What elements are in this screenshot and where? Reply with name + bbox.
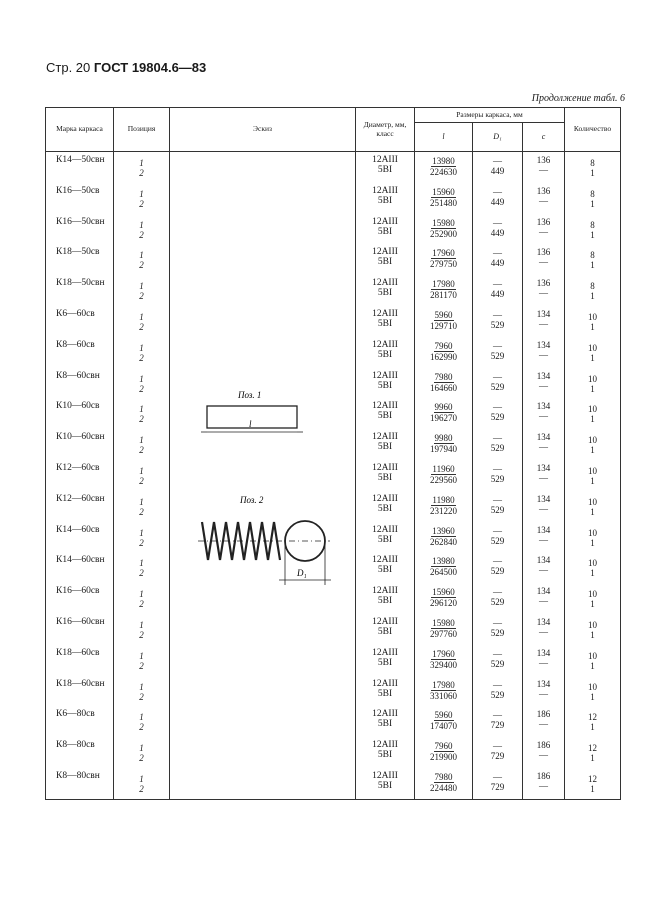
l-value-2: 174070 [430, 721, 457, 732]
col-c: c [523, 123, 565, 152]
d1-value-1: — [493, 248, 502, 259]
d1-value-2: 529 [490, 381, 505, 392]
c-value-2: — [539, 226, 548, 237]
c-value-1: 134 [536, 647, 551, 658]
diameter-1: 12АIII [372, 432, 398, 443]
l-value-2: 252900 [430, 228, 457, 239]
c-value-1: 134 [536, 616, 551, 627]
frame-mark: К16—60свн [56, 616, 105, 627]
quantity-1: 10 [588, 619, 597, 630]
l-value-1: 5960 [434, 710, 453, 721]
quantity-2: 1 [590, 260, 595, 271]
frame-mark: К16—50св [56, 185, 100, 196]
frame-mark: К14—50свн [56, 155, 105, 165]
diameter-2: 5BI [377, 257, 393, 268]
position-2: 2 [139, 321, 144, 332]
c-value-2: — [539, 472, 548, 483]
quantity-1: 12 [588, 743, 597, 754]
position-1: 1 [139, 650, 144, 661]
d1-value-1: — [493, 217, 502, 228]
d1-value-1: — [493, 741, 502, 752]
c-value-2: — [539, 503, 548, 514]
diameter-1: 12АIII [372, 647, 398, 658]
quantity-1: 12 [588, 773, 597, 784]
l-value-1: 13980 [432, 156, 455, 166]
position-2: 2 [139, 260, 144, 271]
diameter-2: 5BI [377, 780, 393, 791]
diameter-1: 12АIII [372, 308, 398, 319]
c-value-2: — [539, 195, 548, 206]
d1-value-1: — [493, 402, 502, 413]
l-value-2: 251480 [430, 197, 457, 208]
quantity-2: 1 [590, 660, 595, 671]
c-value-2: — [539, 442, 548, 453]
c-value-2: — [539, 318, 548, 329]
frame-mark: К6—80св [56, 709, 95, 720]
quantity-1: 10 [588, 589, 597, 600]
c-value-2: — [539, 657, 548, 668]
frame-mark: К12—60свн [56, 493, 105, 504]
frame-mark: К8—60св [56, 339, 95, 350]
position-1: 1 [139, 219, 144, 230]
position-2: 2 [139, 691, 144, 702]
diameter-1: 12АIII [372, 278, 398, 289]
d1-value-2: 529 [490, 627, 505, 638]
c-value-1: 134 [536, 586, 551, 597]
position-2: 2 [139, 414, 144, 425]
position-1: 1 [139, 188, 144, 199]
c-value-2: — [539, 257, 548, 268]
d1-value-2: 449 [490, 166, 505, 176]
frame-mark: К10—60свн [56, 432, 105, 443]
diameter-2: 5BI [377, 750, 393, 761]
diameter-2: 5BI [377, 534, 393, 545]
diameter-2: 5BI [377, 596, 393, 607]
c-value-2: — [539, 534, 548, 545]
frame-mark: К10—60св [56, 401, 100, 412]
diameter-2: 5BI [377, 657, 393, 668]
position-1: 1 [139, 311, 144, 322]
position-1: 1 [139, 589, 144, 600]
c-value-2: — [539, 380, 548, 391]
c-value-2: — [539, 750, 548, 761]
col-position: Позиция [114, 108, 170, 152]
quantity-2: 1 [590, 722, 595, 733]
quantity-2: 1 [590, 168, 595, 178]
l-value-2: 219900 [430, 752, 457, 763]
l-value-2: 262840 [430, 536, 457, 547]
quantity-2: 1 [590, 568, 595, 579]
diameter-1: 12АIII [372, 185, 398, 196]
diameter-1: 12АIII [372, 524, 398, 535]
d1-value-1: — [493, 648, 502, 659]
diameter-2: 5BI [377, 288, 393, 299]
c-value-2: — [539, 719, 548, 730]
c-value-1: 134 [536, 370, 551, 381]
d1-value-1: — [493, 771, 502, 782]
l-value-1: 7960 [434, 741, 453, 752]
d1-value-2: 529 [490, 473, 505, 484]
l-value-1: 17980 [432, 279, 455, 290]
col-l: l [415, 123, 473, 152]
l-value-1: 5960 [434, 309, 453, 320]
frame-mark: К8—80св [56, 740, 95, 751]
diameter-2: 5BI [377, 626, 393, 637]
frame-mark: К18—60св [56, 647, 100, 658]
d1-value-2: 529 [490, 504, 505, 515]
diameter-2: 5BI [377, 442, 393, 453]
diameter-2: 5BI [377, 318, 393, 329]
l-value-2: 329400 [430, 659, 457, 670]
l-value-1: 17960 [432, 248, 455, 259]
c-value-1: 134 [536, 524, 551, 535]
l-value-1: 17960 [432, 648, 455, 659]
quantity-2: 1 [590, 383, 595, 394]
d1-value-1: — [493, 309, 502, 320]
c-value-1: 136 [536, 185, 551, 196]
c-value-1: 136 [536, 155, 551, 165]
c-value-2: — [539, 780, 548, 791]
quantity-2: 1 [590, 599, 595, 610]
quantity-2: 1 [590, 321, 595, 332]
l-value-1: 9980 [434, 433, 453, 444]
c-value-1: 134 [536, 555, 551, 566]
diameter-2: 5BI [377, 503, 393, 514]
d1-value-1: — [493, 494, 502, 505]
d1-value-2: 729 [490, 720, 505, 731]
d1-value-2: 449 [490, 289, 505, 300]
diameter-2: 5BI [377, 165, 393, 175]
position-1: 1 [139, 342, 144, 353]
quantity-1: 8 [590, 250, 595, 261]
d1-value-1: — [493, 186, 502, 197]
diameter-2: 5BI [377, 349, 393, 360]
position-1: 1 [139, 435, 144, 446]
frame-mark: К18—50св [56, 247, 100, 258]
c-value-1: 136 [536, 278, 551, 289]
diameter-1: 12АIII [372, 216, 398, 227]
diameter-1: 12АIII [372, 678, 398, 689]
d1-value-2: 449 [490, 196, 505, 207]
l-value-1: 13980 [432, 556, 455, 567]
position-1: 1 [139, 496, 144, 507]
quantity-2: 1 [590, 352, 595, 363]
l-value-2: 129710 [430, 320, 457, 331]
diameter-2: 5BI [377, 565, 393, 576]
quantity-1: 8 [590, 219, 595, 230]
diameter-2: 5BI [377, 411, 393, 422]
position-2: 2 [139, 660, 144, 671]
quantity-1: 10 [588, 373, 597, 384]
frame-mark: К12—60св [56, 462, 100, 473]
diameter-1: 12АIII [372, 339, 398, 350]
d1-value-1: — [493, 371, 502, 382]
position-2: 2 [139, 629, 144, 640]
c-value-2: — [539, 349, 548, 360]
col-quantity: Количество [565, 108, 621, 152]
diameter-1: 12АIII [372, 370, 398, 381]
quantity-1: 10 [588, 342, 597, 353]
position-1: 1 [139, 281, 144, 292]
quantity-2: 1 [590, 629, 595, 640]
sketch-pos1-dim: l [249, 419, 252, 429]
d1-value-2: 529 [490, 412, 505, 423]
position-2: 2 [139, 352, 144, 363]
quantity-1: 10 [588, 558, 597, 569]
col-diameter: Диаметр, мм, класс [356, 108, 415, 152]
position-1: 1 [139, 527, 144, 538]
sketch-pos2-label: Поз. 2 [240, 495, 264, 505]
position-2: 2 [139, 568, 144, 579]
quantity-1: 12 [588, 712, 597, 723]
d1-value-2: 529 [490, 597, 505, 608]
col-dimensions: Размеры каркаса, мм [415, 108, 565, 123]
col-d1: D₁ [473, 123, 523, 152]
quantity-1: 10 [588, 404, 597, 415]
position-2: 2 [139, 445, 144, 456]
l-value-2: 331060 [430, 690, 457, 701]
sketch-pos1-label: Поз. 1 [238, 390, 262, 400]
c-value-1: 134 [536, 678, 551, 689]
diameter-1: 12АIII [372, 462, 398, 473]
diameter-1: 12АIII [372, 740, 398, 751]
position-1: 1 [139, 404, 144, 415]
l-value-2: 162990 [430, 351, 457, 362]
d1-value-1: — [493, 587, 502, 598]
quantity-2: 1 [590, 691, 595, 702]
d1-value-1: — [493, 340, 502, 351]
quantity-2: 1 [590, 445, 595, 456]
quantity-1: 8 [590, 281, 595, 292]
position-2: 2 [139, 753, 144, 764]
diameter-2: 5BI [377, 719, 393, 730]
quantity-2: 1 [590, 198, 595, 209]
quantity-1: 10 [588, 681, 597, 692]
c-value-2: — [539, 565, 548, 576]
diameter-1: 12АIII [372, 493, 398, 504]
c-value-1: 134 [536, 462, 551, 473]
diameter-1: 12АIII [372, 709, 398, 720]
l-value-2: 231220 [430, 505, 457, 516]
l-value-1: 7960 [434, 340, 453, 351]
c-value-1: 186 [536, 740, 551, 751]
c-value-2: — [539, 596, 548, 607]
l-value-1: 17980 [432, 679, 455, 690]
standard-id: ГОСТ 19804.6—83 [93, 60, 207, 75]
position-1: 1 [139, 558, 144, 569]
c-value-2: — [539, 165, 548, 175]
l-value-2: 296120 [430, 598, 457, 609]
frame-mark: К16—50свн [56, 216, 105, 227]
l-value-2: 279750 [430, 259, 457, 270]
d1-value-2: 729 [490, 781, 505, 792]
d1-value-2: 449 [490, 227, 505, 238]
position-1: 1 [139, 250, 144, 261]
frame-mark: К6—60св [56, 308, 95, 319]
position-2: 2 [139, 229, 144, 240]
quantity-2: 1 [590, 475, 595, 486]
frame-mark: К8—80свн [56, 770, 100, 781]
diameter-1: 12АIII [372, 770, 398, 781]
l-value-1: 13960 [432, 525, 455, 536]
col-sketch: Эскиз [170, 108, 356, 152]
quantity-2: 1 [590, 414, 595, 425]
position-1: 1 [139, 773, 144, 784]
pos1-rod-outline [207, 406, 297, 428]
frame-mark: К16—60св [56, 586, 100, 597]
diameter-1: 12АIII [372, 555, 398, 566]
position-2: 2 [139, 537, 144, 548]
d1-value-1: — [493, 156, 502, 166]
position-1: 1 [139, 712, 144, 723]
diameter-1: 12АIII [372, 155, 398, 165]
l-value-2: 197940 [430, 444, 457, 455]
l-value-1: 11960 [432, 463, 455, 474]
c-value-2: — [539, 626, 548, 637]
d1-value-1: — [493, 279, 502, 290]
l-value-2: 164660 [430, 382, 457, 393]
l-value-2: 281170 [430, 290, 457, 301]
quantity-2: 1 [590, 537, 595, 548]
diameter-2: 5BI [377, 380, 393, 391]
c-value-1: 136 [536, 247, 551, 258]
position-1: 1 [139, 743, 144, 754]
c-value-2: — [539, 288, 548, 299]
d1-value-2: 529 [490, 350, 505, 361]
quantity-2: 1 [590, 753, 595, 764]
diameter-1: 12АIII [372, 247, 398, 258]
l-value-1: 15960 [432, 587, 455, 598]
diameter-2: 5BI [377, 226, 393, 237]
frame-mark: К18—50свн [56, 278, 105, 289]
position-1: 1 [139, 373, 144, 384]
d1-value-2: 449 [490, 258, 505, 269]
quantity-1: 10 [588, 435, 597, 446]
d1-value-1: — [493, 710, 502, 721]
l-value-2: 229560 [430, 474, 457, 485]
quantity-1: 8 [590, 158, 595, 168]
c-value-1: 134 [536, 432, 551, 443]
frame-mark: К18—60свн [56, 678, 105, 689]
diameter-1: 12АIII [372, 401, 398, 412]
frame-mark: К14—60свн [56, 555, 105, 566]
position-2: 2 [139, 168, 144, 178]
diameter-2: 5BI [377, 688, 393, 699]
d1-value-1: — [493, 617, 502, 628]
c-value-1: 186 [536, 770, 551, 781]
d1-value-1: — [493, 463, 502, 474]
quantity-2: 1 [590, 291, 595, 302]
quantity-2: 1 [590, 229, 595, 240]
c-value-1: 136 [536, 216, 551, 227]
l-value-1: 7980 [434, 371, 453, 382]
quantity-1: 8 [590, 188, 595, 199]
l-value-2: 196270 [430, 413, 457, 424]
quantity-1: 10 [588, 465, 597, 476]
c-value-1: 134 [536, 493, 551, 504]
d1-value-2: 529 [490, 566, 505, 577]
d1-value-1: — [493, 433, 502, 444]
l-value-2: 224480 [430, 782, 457, 793]
position-2: 2 [139, 198, 144, 209]
quantity-1: 10 [588, 650, 597, 661]
quantity-1: 10 [588, 496, 597, 507]
page-number: Стр. 20 [46, 60, 91, 75]
quantity-1: 10 [588, 527, 597, 538]
diameter-1: 12АIII [372, 616, 398, 627]
l-value-1: 15960 [432, 186, 455, 197]
position-1: 1 [139, 619, 144, 630]
c-value-2: — [539, 688, 548, 699]
l-value-1: 15980 [432, 617, 455, 628]
c-value-1: 134 [536, 308, 551, 319]
c-value-2: — [539, 411, 548, 422]
d1-value-1: — [493, 556, 502, 567]
c-value-1: 134 [536, 339, 551, 350]
d1-value-2: 529 [490, 443, 505, 454]
d1-value-1: — [493, 525, 502, 536]
diameter-2: 5BI [377, 195, 393, 206]
quantity-2: 1 [590, 783, 595, 794]
position-1: 1 [139, 158, 144, 168]
l-value-1: 7980 [434, 771, 453, 782]
frame-mark: К14—60св [56, 524, 100, 535]
position-2: 2 [139, 291, 144, 302]
position-2: 2 [139, 475, 144, 486]
diameter-2: 5BI [377, 472, 393, 483]
l-value-1: 9960 [434, 402, 453, 413]
position-2: 2 [139, 506, 144, 517]
d1-value-2: 529 [490, 689, 505, 700]
table-continuation: Продолжение табл. 6 [531, 93, 625, 104]
frame-mark: К8—60свн [56, 370, 100, 381]
d1-value-2: 529 [490, 535, 505, 546]
l-value-1: 11980 [432, 494, 455, 505]
quantity-2: 1 [590, 506, 595, 517]
position-2: 2 [139, 599, 144, 610]
l-value-2: 297760 [430, 628, 457, 639]
position-1: 1 [139, 681, 144, 692]
d1-value-2: 729 [490, 751, 505, 762]
c-value-1: 134 [536, 401, 551, 412]
position-2: 2 [139, 722, 144, 733]
d1-value-2: 529 [490, 658, 505, 669]
diameter-1: 12АIII [372, 586, 398, 597]
sketch-pos2-dim: D₁ [297, 568, 307, 578]
l-value-1: 15980 [432, 217, 455, 228]
quantity-1: 10 [588, 311, 597, 322]
col-mark: Марка каркаса [46, 108, 114, 152]
position-2: 2 [139, 783, 144, 794]
c-value-1: 186 [536, 709, 551, 720]
position-1: 1 [139, 465, 144, 476]
d1-value-2: 529 [490, 319, 505, 330]
l-value-2: 224630 [430, 167, 457, 177]
position-2: 2 [139, 383, 144, 394]
l-value-2: 264500 [430, 567, 457, 578]
d1-value-1: — [493, 679, 502, 690]
